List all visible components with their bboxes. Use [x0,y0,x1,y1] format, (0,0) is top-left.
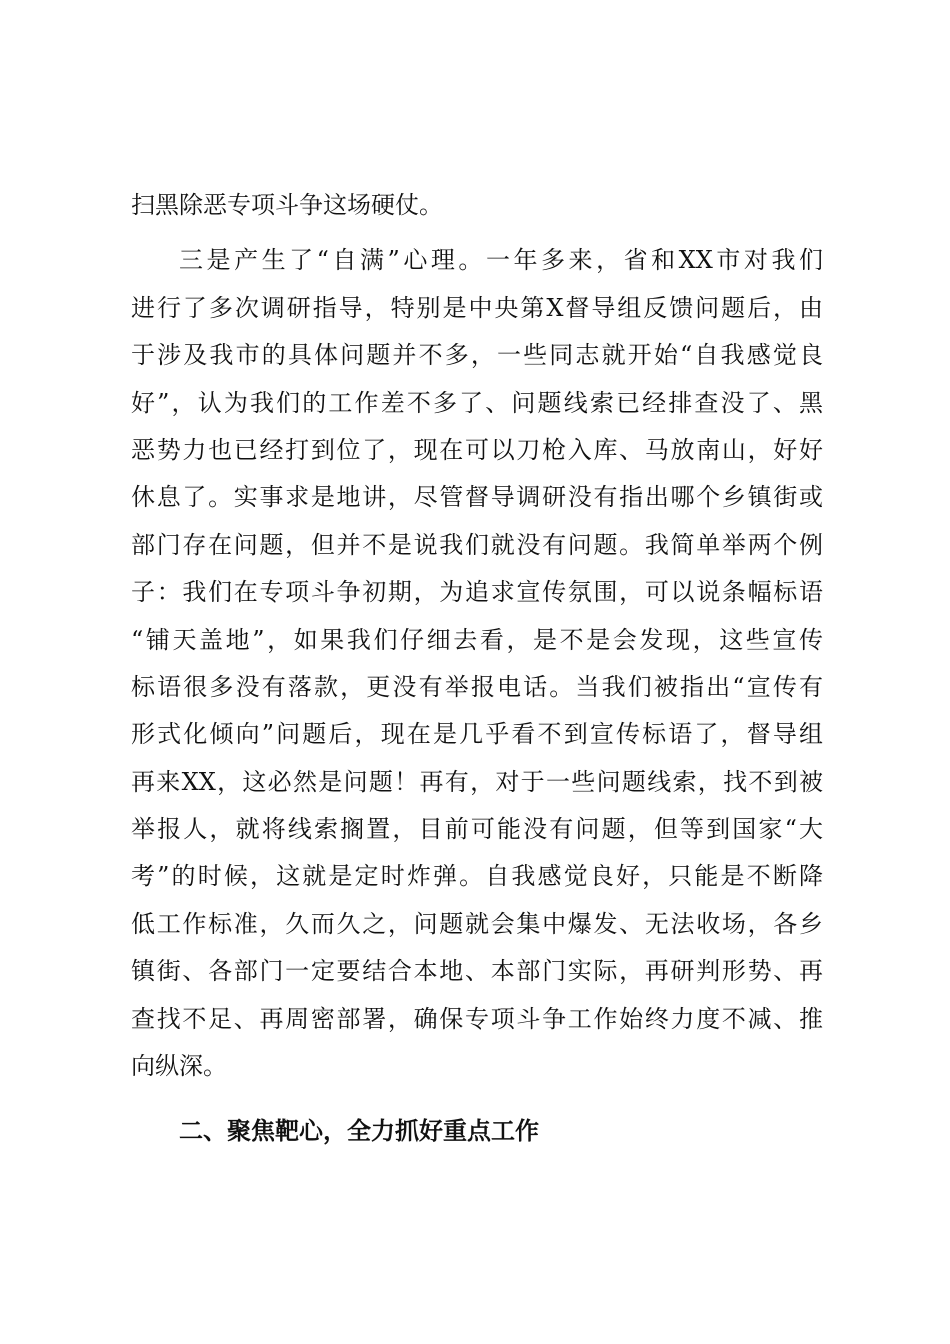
paragraph-line: 查找不足、再周密部署，确保专项斗争工作始终力度不减、推 [131,1004,823,1033]
paragraph-continuation-line: 扫黑除恶专项斗争这场硬仗。 [131,191,443,219]
paragraph-line: 低工作标准，久而久之，问题就会集中爆发、无法收场，各乡 [131,909,823,938]
paragraph-line: 进行了多次调研指导，特别是中央第X督导组反馈问题后，由 [131,293,823,322]
paragraph-line: 好”，认为我们的工作差不多了、问题线索已经排查没了、黑 [131,388,823,417]
paragraph-line: 考”的时候，这就是定时炸弹。自我感觉良好，只能是不断降 [131,862,823,891]
paragraph-line: 三是产生了“自满”心理。一年多来，省和XX市对我们 [179,246,823,275]
paragraph-line: 休息了。实事求是地讲，尽管督导调研没有指出哪个乡镇街或 [131,483,823,512]
paragraph-three [131,237,823,1090]
paragraph-line: 举报人，就将线索搁置，目前可能没有问题，但等到国家“大 [131,815,823,844]
paragraph-line: 恶势力也已经打到位了，现在可以刀枪入库、马放南山，好好 [131,435,823,464]
paragraph-line: 形式化倾向”问题后，现在是几乎看不到宣传标语了，督导组 [131,720,823,749]
paragraph-line: 镇街、各部门一定要结合本地、本部门实际，再研判形势、再 [131,957,823,986]
section-heading: 二、聚焦靶心，全力抓好重点工作 [179,1117,539,1146]
paragraph-line: 子：我们在专项斗争初期，为追求宣传氛围，可以说条幅标语 [131,578,823,607]
paragraph-line: 部门存在问题，但并不是说我们就没有问题。我简单举两个例 [131,530,823,559]
paragraph-line: “铺天盖地”，如果我们仔细去看，是不是会发现，这些宣传 [131,625,823,654]
document-body [131,182,823,1156]
paragraph-line: 标语很多没有落款，更没有举报电话。当我们被指出“宣传有 [131,672,823,701]
paragraph-line: 于涉及我市的具体问题并不多，一些同志就开始“自我感觉良 [131,341,823,370]
paragraph-line: 再来XX，这必然是问题！再有，对于一些问题线索，找不到被 [131,767,823,796]
paragraph-line: 向纵深。 [131,1052,227,1081]
